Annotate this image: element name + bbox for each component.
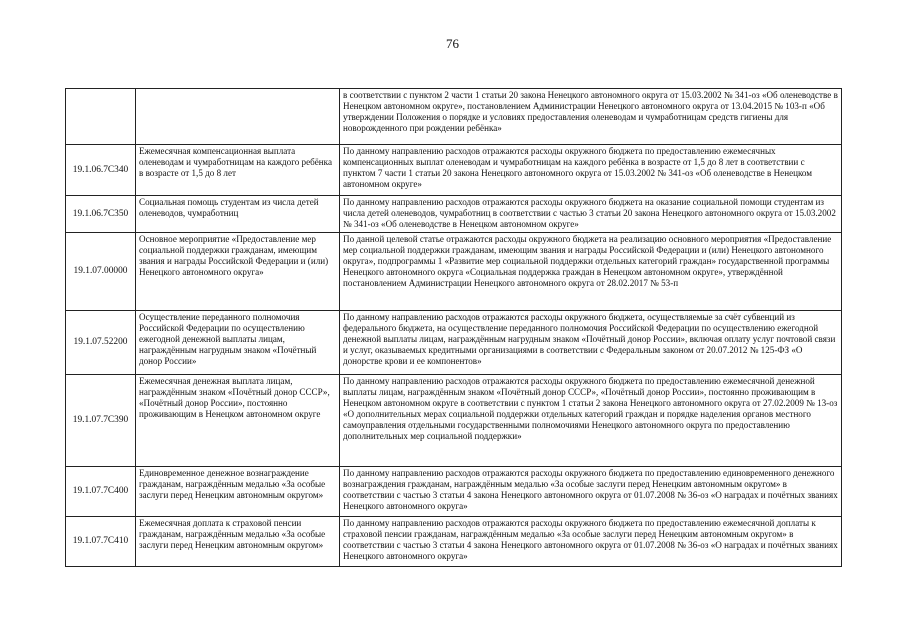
description-cell: По данному направлению расходов отражаются расходы окружного бюджета на оказание социальной помощи студентам из числа детей оленеводов, чумработниц в соответствии с частью 3 статьи 20 закона Ненецкого автономного округа от 15.03.2002 № 341-оз «Об оленеводстве в Ненецком автономном округе» [340,196,842,233]
table-row [66,375,842,467]
code-cell: 19.1.07.52200 [66,311,136,375]
name-cell: Единовременное денежное вознаграждение гражданам, награждённым медалью «За особые заслуги перед Ненецким автономным округом» [136,467,340,517]
code-cell: 19.1.07.7С410 [66,517,136,567]
budget-classification-table [65,88,842,567]
table-row [66,467,842,517]
table-row [66,89,842,145]
description-cell: По данному направлению расходов отражаются расходы окружного бюджета по предоставлению ежемесячных компенсационных выплат оленеводам и чумработницам на каждого ребёнка в возрасте от 1,5 до 8 лет в соответствии с пунктом 7 части 1 статьи 20 закона Ненецкого автономного округа от 15.03.2002 № 341-оз «Об оленеводстве в Ненецком автономном округе» [340,145,842,196]
table-row [66,233,842,311]
code-cell: 19.1.07.00000 [66,233,136,311]
name-cell: Ежемесячная доплата к страховой пенсии гражданам, награждённым медалью «За особые заслуги перед Ненецким автономным округом» [136,517,340,567]
name-cell: Осуществление переданного полномочия Российской Федерации по осуществлению ежегодной денежной выплаты лицам, награждённым нагрудным знаком «Почётный донор России» [136,311,340,375]
code-cell: 19.1.06.7С340 [66,145,136,196]
description-cell: По данному направлению расходов отражаются расходы окружного бюджета по предоставлению ежемесячной доплаты к страховой пенсии гражданам, награждённым медалью «За особые заслуги перед Ненецким автономным округом» в соответствии с частью 3 статьи 4 закона Ненецкого автономного округа от 01.07.2008 № 36-оз «О наградах и почётных званиях Ненецкого автономного округа» [340,517,842,567]
table-row [66,145,842,196]
description-cell: По данной целевой статье отражаются расходы окружного бюджета на реализацию основного мероприятия «Предоставление мер социальной поддержки гражданам, имеющим звания и награды Российской Федерации и (или) Ненецкого автономного округа», подпрограммы 1 «Развитие мер социальной поддержки отдельных категорий граждан» государственной программы Ненецкого автономного округа «Социальная поддержка граждан в Ненецком автономном округе», утверждённой постановлением Администрации Ненецкого автономного округа от 28.02.2017 № 53-п [340,233,842,311]
code-cell: 19.1.07.7С400 [66,467,136,517]
code-cell [66,89,136,145]
description-cell: По данному направлению расходов отражаются расходы окружного бюджета, осуществляемые за счёт субвенций из федерального бюджета, на осуществление переданного полномочия Российской Федерации по осуществлению ежегодной денежной выплаты лицам, награждённым нагрудным знаком «Почётный донор России», включая оплату услуг почтовой связи и услуг, оказываемых кредитными организациями в соответствии с Федеральным законом от 20.07.2012 № 125-ФЗ «О донорстве крови и ее компонентов» [340,311,842,375]
table-row [66,311,842,375]
code-cell: 19.1.06.7С350 [66,196,136,233]
name-cell: Ежемесячная денежная выплата лицам, награждённым знаком «Почётный донор СССР», «Почётный донор России», постоянно проживающим в Ненецком автономном округе [136,375,340,467]
name-cell [136,89,340,145]
description-cell: По данному направлению расходов отражаются расходы окружного бюджета по предоставлению ежемесячной денежной выплаты лицам, награждённым знаком «Почётный донор СССР», «Почётный донор России», постоянно проживающим в Ненецком автономном округе в соответствии с пунктом 1 статьи 2 закона Ненецкого автономного округа от 27.02.2009 № 13-оз «О дополнительных мерах социальной поддержки отдельных категорий граждан и порядке наделения органов местного самоуправления отдельными государственными полномочиями Ненецкого автономного округа по предоставлению дополнительных мер социальной поддержки» [340,375,842,467]
name-cell: Ежемесячная компенсационная выплата оленеводам и чумработницам на каждого ребёнка в возрасте от 1,5 до 8 лет [136,145,340,196]
name-cell: Основное мероприятие «Предоставление мер социальной поддержки гражданам, имеющим звания и награды Российской Федерации и (или) Ненецкого автономного округа» [136,233,340,311]
table-row [66,517,842,567]
page-number: 76 [446,36,459,51]
table-row [66,196,842,233]
description-cell: По данному направлению расходов отражаются расходы окружного бюджета по предоставлению единовременного денежного вознаграждения гражданам, награждённым медалью «За особые заслуги перед Ненецким автономным округом» в соответствии с частью 3 статьи 4 закона Ненецкого автономного округа от 01.07.2008 № 36-оз «О наградах и почётных званиях Ненецкого автономного округа» [340,467,842,517]
name-cell: Социальная помощь студентам из числа детей оленеводов, чумработниц [136,196,340,233]
code-cell: 19.1.07.7С390 [66,375,136,467]
description-cell: в соответствии с пунктом 2 части 1 статьи 20 закона Ненецкого автономного округа от 15.03.2002 № 341-оз «Об оленеводстве в Ненецком автономном округе», постановлением Администрации Ненецкого автономного округа от 13.04.2015 № 103-п «Об утверждении Положения о порядке и условиях предоставления оленеводам и чумработницам средств гигиены для новорожденного при рождении ребёнка» [340,89,842,145]
